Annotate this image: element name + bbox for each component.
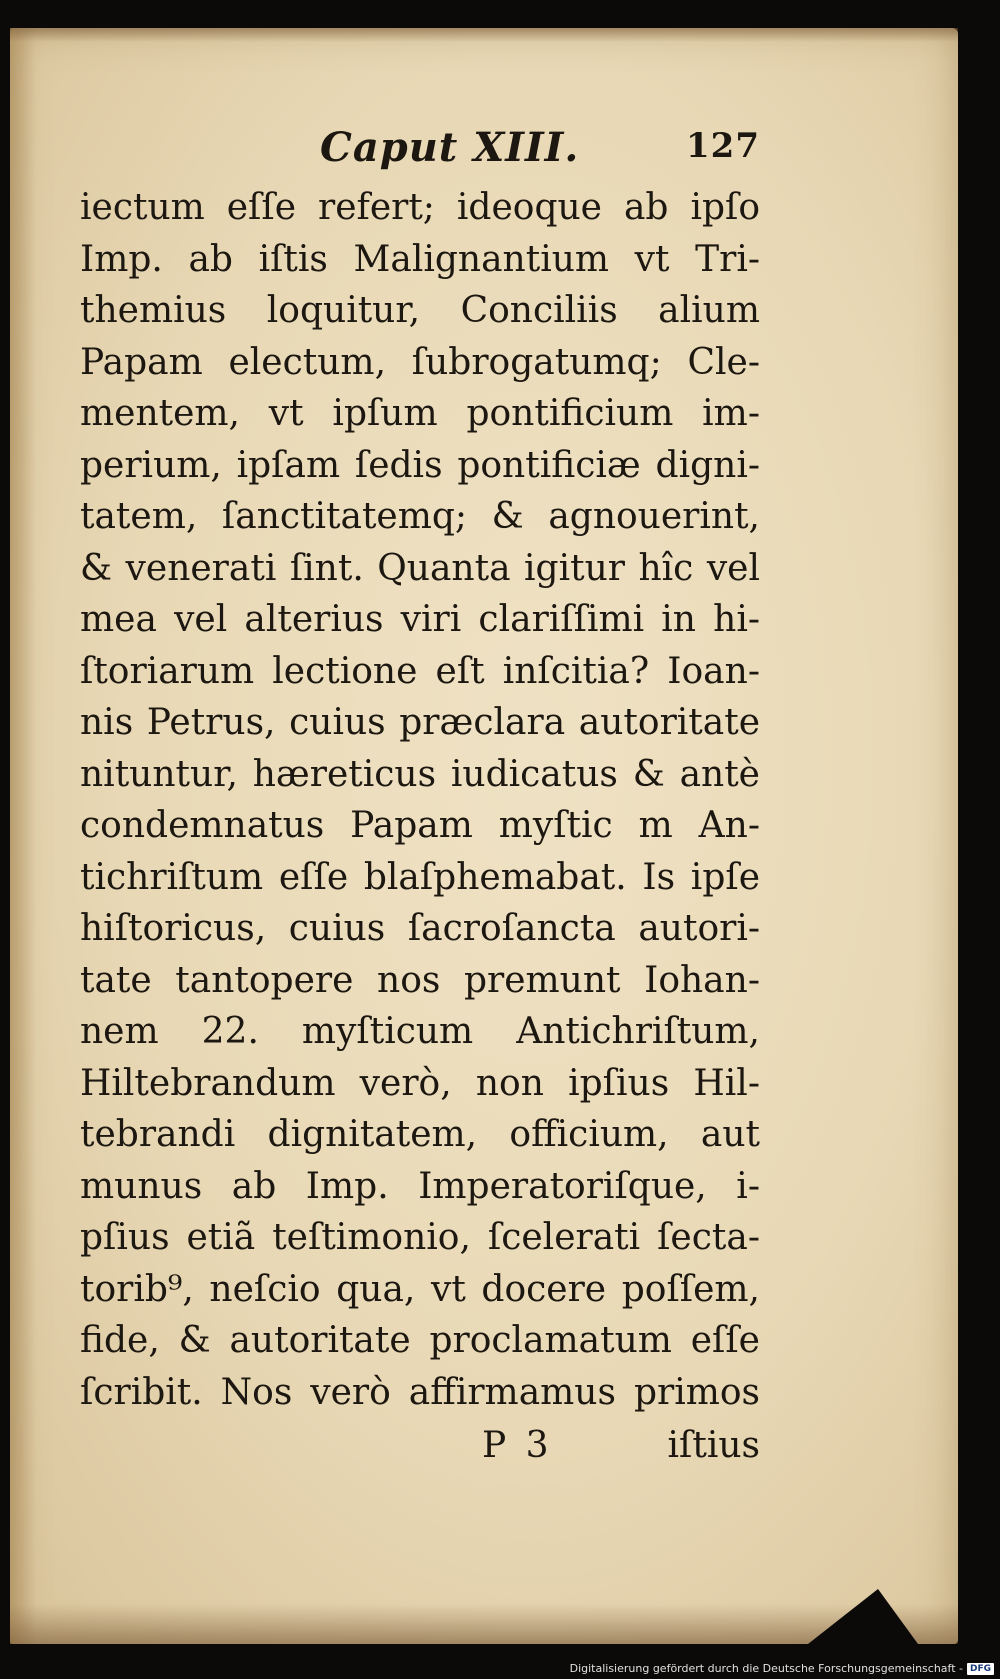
text-line: condemnatus Papam myſtic m An- bbox=[80, 805, 760, 846]
credit-text: Digitalisierung gefördert durch die Deutsche Forschungsgemeinschaft - bbox=[569, 1662, 963, 1675]
text-line: nituntur, hæreticus iudicatus & antè bbox=[80, 753, 760, 795]
text-line: tebrandi dignitatem, officium, aut bbox=[80, 1114, 760, 1155]
text-line: Papam electum, ſubrogatumq; Cle- bbox=[80, 341, 760, 383]
text-line: nis Petrus, cuius præclara autoritate bbox=[80, 702, 760, 743]
text-line: hiſtoricus, cuius ſacroſancta autori- bbox=[80, 908, 760, 949]
page-header bbox=[80, 124, 760, 180]
page-footer bbox=[80, 1425, 760, 1477]
page-tear bbox=[808, 1589, 918, 1644]
text-line: ſcribit. Nos verò affirmamus primos bbox=[80, 1371, 760, 1413]
signature-mark: P 3 bbox=[482, 1425, 553, 1466]
body-text bbox=[80, 182, 760, 1418]
dfg-logo: DFG bbox=[967, 1663, 994, 1675]
text-line: tatem, ſanctitatemq; & agnouerint, bbox=[80, 496, 760, 537]
text-line: & venerati ſint. Quanta igitur hîc vel bbox=[80, 547, 760, 589]
text-line: pſius etiã teſtimonio, ſcelerati ſecta- bbox=[80, 1217, 760, 1258]
page-spine-shadow bbox=[10, 28, 36, 1644]
text-line: Imp. ab iſtis Malignantium vt Tri- bbox=[80, 238, 760, 280]
text-line: perium, ipſam ſedis pontificiæ digni- bbox=[80, 444, 760, 486]
text-line: fide, & autoritate proclamatum eſſe bbox=[80, 1320, 760, 1361]
text-line: mea vel alterius viri clariſſimi in hi- bbox=[80, 599, 760, 640]
text-line: mentem, vt ipſum pontificium im- bbox=[80, 393, 760, 434]
text-line: Hiltebrandum verò, non ipſius Hil- bbox=[80, 1062, 760, 1104]
digitization-credit bbox=[570, 1662, 994, 1675]
page-number: 127 bbox=[686, 126, 760, 166]
page-top-edge bbox=[10, 28, 958, 42]
text-line: tichriſtum eſſe blaſphemabat. Is ipſe bbox=[80, 856, 760, 898]
text-line: ſtoriarum lectione eſt inſcitia? Ioan- bbox=[80, 650, 760, 692]
text-line: nem 22. myſticum Antichriſtum, bbox=[80, 1011, 760, 1052]
running-head: Caput XIII. bbox=[320, 124, 580, 171]
text-line: iectum eſſe refert; ideoque ab ipſo bbox=[80, 187, 760, 228]
text-line: munus ab Imp. Imperatoriſque, i- bbox=[80, 1165, 760, 1207]
catchword: iſtius bbox=[667, 1425, 760, 1466]
text-line: tate tantopere nos premunt Iohan- bbox=[80, 959, 760, 1001]
text-line: themius loquitur, Conciliis alium bbox=[80, 290, 760, 331]
text-line: torib⁹, neſcio qua, vt docere poſſem, bbox=[80, 1268, 760, 1310]
